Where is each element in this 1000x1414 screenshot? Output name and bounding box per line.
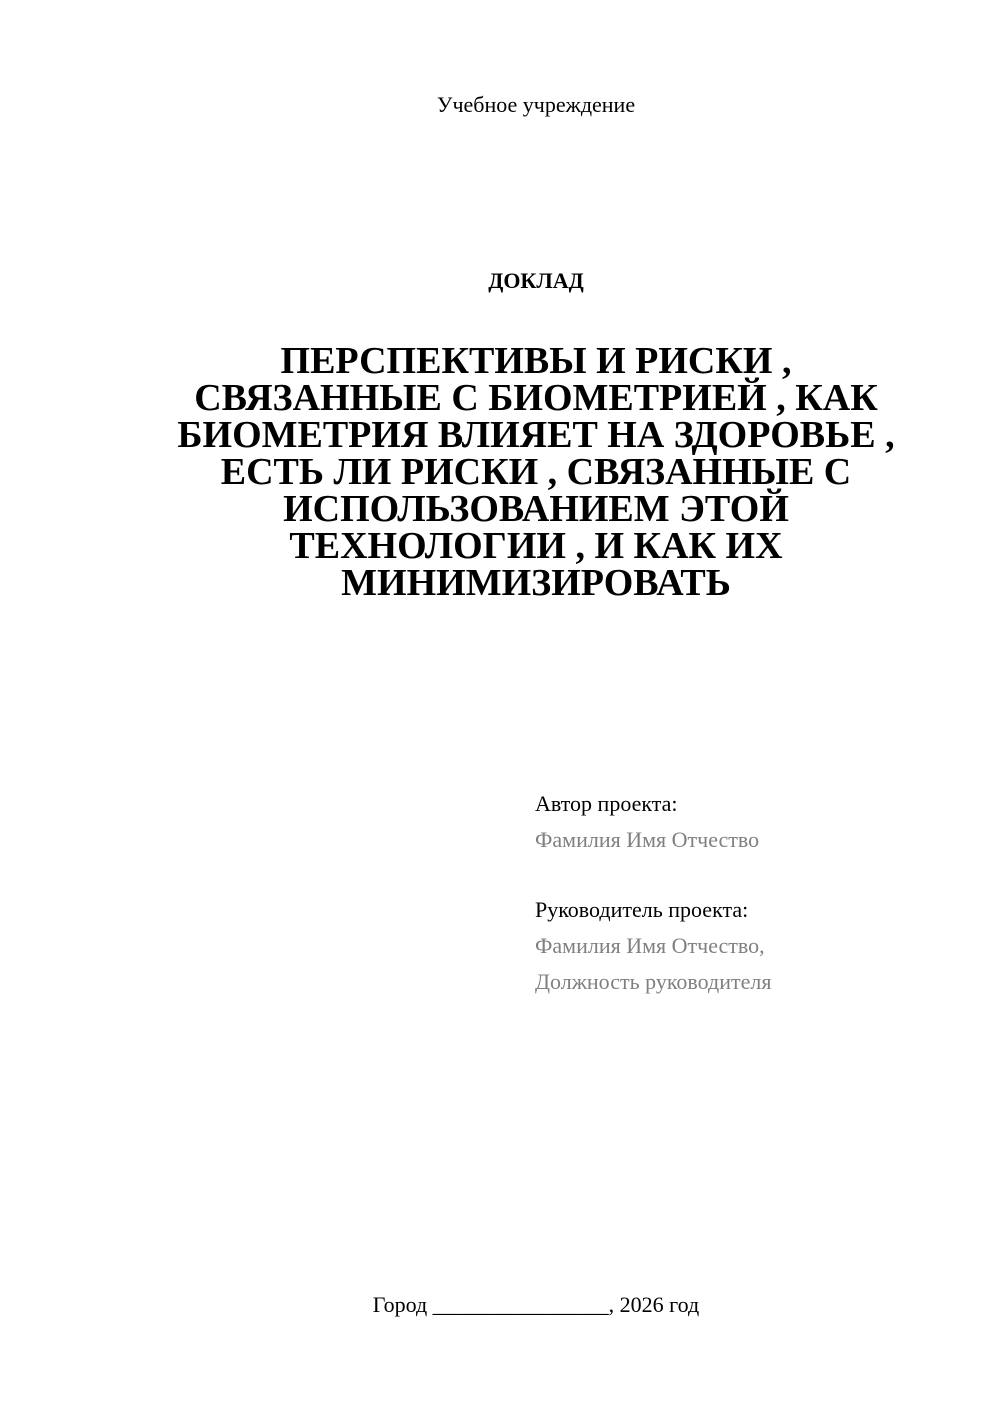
title-line: ТЕХНОЛОГИИ , И КАК ИХ bbox=[289, 525, 783, 567]
author-label: Автор проекта: bbox=[535, 791, 678, 816]
title-line: ПЕРСПЕКТИВЫ И РИСКИ , bbox=[280, 340, 792, 382]
title-line: СВЯЗАННЫЕ С БИОМЕТРИЕЙ , КАК bbox=[194, 377, 878, 419]
title-line: ИСПОЛЬЗОВАНИЕМ ЭТОЙ bbox=[283, 488, 789, 530]
title-line: МИНИМИЗИРОВАТЬ bbox=[341, 562, 731, 604]
title-line: ЕСТЬ ЛИ РИСКИ , СВЯЗАННЫЕ С bbox=[220, 451, 852, 493]
supervisor-name: Фамилия Имя Отчество, bbox=[535, 933, 765, 958]
document-title bbox=[150, 340, 922, 604]
supervisor-label: Руководитель проекта: bbox=[535, 897, 749, 922]
supervisor-block bbox=[535, 892, 771, 1000]
institution-name: Учебное учреждение bbox=[436, 92, 636, 117]
author-block bbox=[535, 786, 759, 858]
title-line: БИОМЕТРИЯ ВЛИЯЕТ НА ЗДОРОВЬЕ , bbox=[177, 414, 895, 456]
supervisor-position: Должность руководителя bbox=[535, 969, 772, 994]
city-year-line: Город ________________, 2026 год bbox=[372, 1292, 700, 1317]
document-type: ДОКЛАД bbox=[488, 268, 584, 293]
author-name: Фамилия Имя Отчество bbox=[535, 827, 760, 852]
